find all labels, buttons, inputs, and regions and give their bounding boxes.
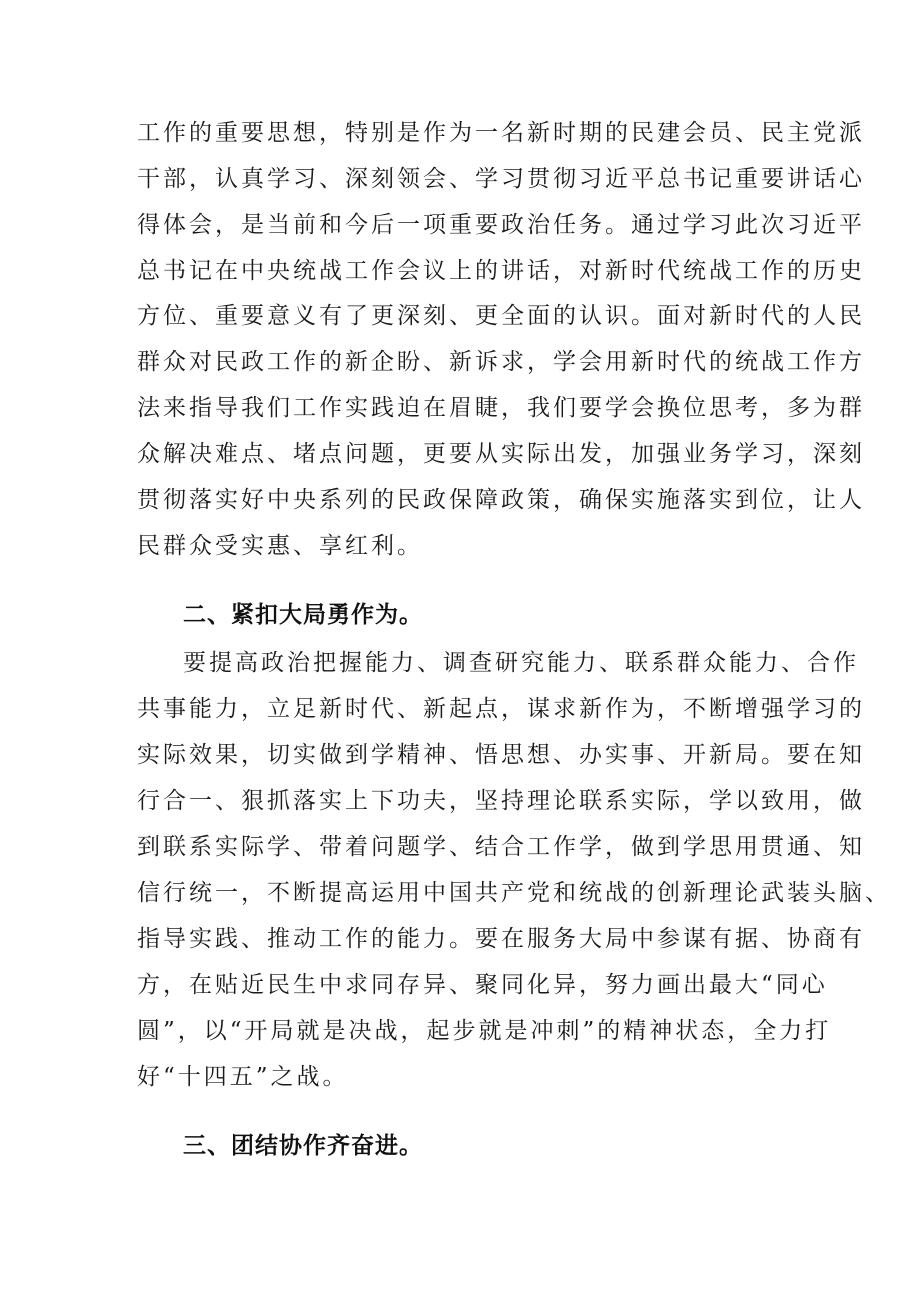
paragraph-line: 要提高政治把握能力、调查研究能力、联系群众能力、合作 [183,650,859,676]
paragraph-line: 好“十四五”之战。 [137,1064,349,1090]
paragraph-line: 信行统一，不断提高运用中国共产党和统战的创新理论武装头脑、 [137,880,891,906]
paragraph-line: 到联系实际学、带着问题学、结合工作学，做到学思用贯通、知 [137,834,865,860]
paragraph-line: 行合一、狠抓落实上下功夫，坚持理论联系实际，学以致用，做 [137,788,865,814]
paragraph-line: 民群众受实惠、享红利。 [137,533,423,559]
section-heading-3: 三、团结协作齐奋进。 [183,1133,423,1159]
paragraph-line: 群众对民政工作的新企盼、新诉求，学会用新时代的统战工作方 [137,349,865,375]
paragraph-line: 圆”，以“开局就是决战，起步就是冲刺”的精神状态，全力打 [137,1018,832,1044]
paragraph-line: 法来指导我们工作实践迫在眉睫，我们要学会换位思考，多为群 [137,395,865,421]
section-heading-2: 二、紧扣大局勇作为。 [183,602,423,628]
paragraph-line: 方，在贴近民生中求同存异、聚同化异，努力画出最大“同心 [137,972,828,998]
paragraph-line: 实际效果，切实做到学精神、悟思想、办实事、开新局。要在知 [137,742,865,768]
paragraph-line: 指导实践、推动工作的能力。要在服务大局中参谋有据、协商有 [137,926,865,952]
paragraph-line: 得体会，是当前和今后一项重要政治任务。通过学习此次习近平 [137,212,865,238]
paragraph-line: 干部，认真学习、深刻领会、学习贯彻习近平总书记重要讲话心 [137,166,865,192]
paragraph-line: 共事能力，立足新时代、新起点，谋求新作为，不断增强学习的 [137,696,865,722]
paragraph-line: 总书记在中央统战工作会议上的讲话，对新时代统战工作的历史 [137,258,865,284]
paragraph-line: 众解决难点、堵点问题，更要从实际出发，加强业务学习，深刻 [137,441,865,467]
paragraph-line: 贯彻落实好中央系列的民政保障政策，确保实施落实到位，让人 [137,487,865,513]
paragraph-line: 工作的重要思想，特别是作为一名新时期的民建会员、民主党派 [137,120,865,146]
paragraph-line: 方位、重要意义有了更深刻、更全面的认识。面对新时代的人民 [137,303,865,329]
